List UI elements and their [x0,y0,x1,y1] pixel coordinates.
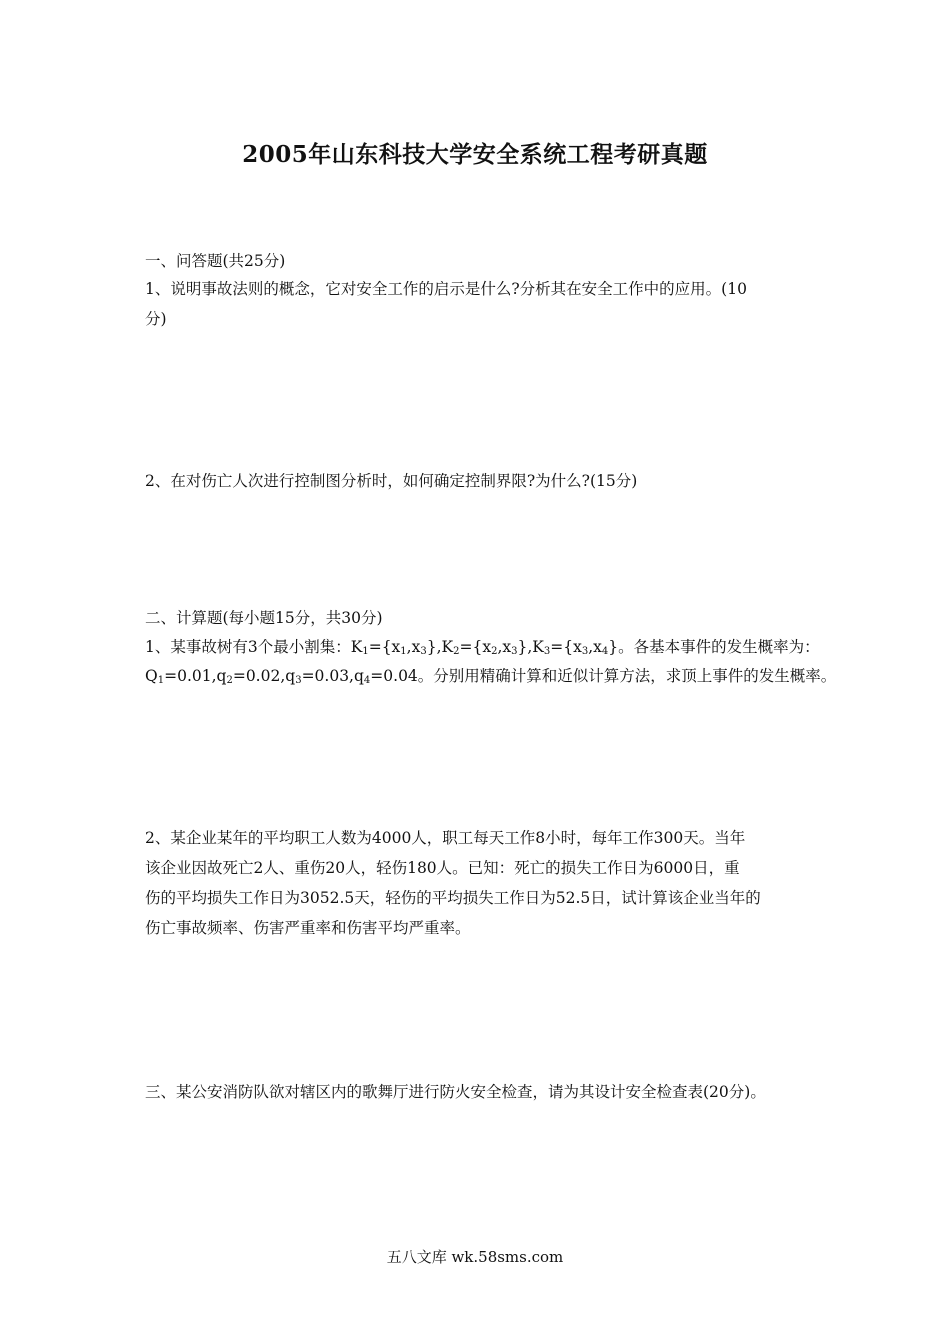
question-2-1-line1: 1、某事故树有3个最小割集：$K_1=\{x_1,x_3\},K_2=\{x_2,x_3\},K_3=\{x_3,x_4\}$。各基本事件的发生概率为： [145,638,820,657]
document-title: 2005年山东科技大学安全系统工程考研真题 [242,141,708,168]
question-1-1 [145,274,810,334]
footer-watermark: 五八文库 wk.58sms.com [386,1248,564,1266]
question-2-2-line: 伤的平均损失工作日为3052.5天，轻伤的平均损失工作日为52.5日，试计算该企业当年的 [145,889,761,907]
question-2-1-line2: $Q_1=0.01,q_2=0.02,q_3=0.03,q_4=0.04$。分别用精确计算和近似计算方法，求顶上事件的发生概率。 [145,667,837,686]
question-2-2 [145,823,810,943]
section-heading-calc: 二、计算题(每小题15分，共30分) [145,609,383,627]
question-2-2-line: 该企业因故死亡2人、重伤20人，轻伤180人。已知：死亡的损失工作日为6000日，重 [145,859,740,877]
question-2-2-line: 伤亡事故频率、伤害严重率和伤害平均严重率。 [145,919,471,937]
question-2-2-line: 2、某企业某年的平均职工人数为4000人，职工每天工作8小时，每年工作300天。当年 [145,829,746,847]
section-heading-qa: 一、问答题(共25分) [145,252,286,270]
question-1-1-line2: 分) [145,310,167,328]
question-1-2: 2、在对伤亡人次进行控制图分析时，如何确定控制界限?为什么?(15分) [145,472,638,490]
section-3-question: 三、某公安消防队欲对辖区内的歌舞厅进行防火安全检查，请为其设计安全检查表(20分)。 [145,1083,766,1101]
question-1-1-line1: 1、说明事故法则的概念，它对安全工作的启示是什么?分析其在安全工作中的应用。(10 [145,280,747,298]
